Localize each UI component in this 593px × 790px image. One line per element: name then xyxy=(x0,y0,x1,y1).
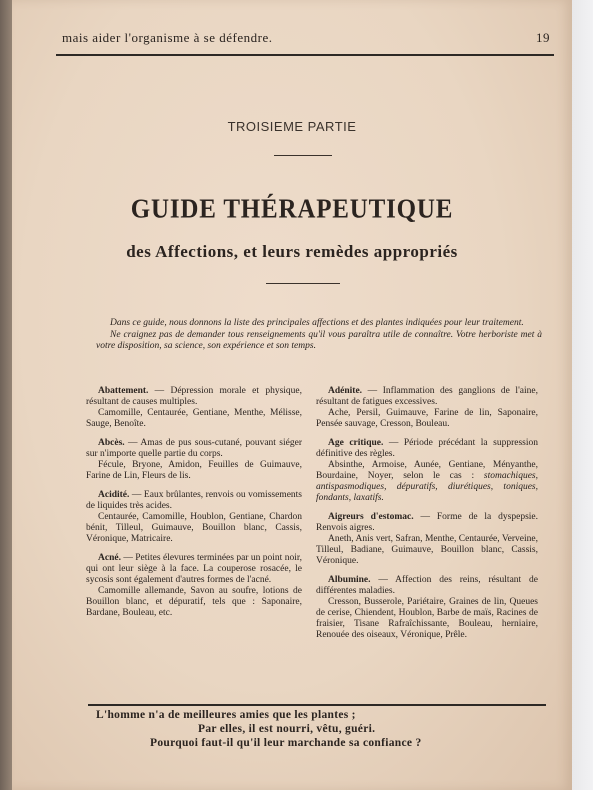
entry-aigreurs-estomac xyxy=(316,512,538,567)
entry-acne xyxy=(86,553,302,619)
entry-adenite xyxy=(316,386,538,430)
motto-line-2: Par elles, il est nourri, vêtu, guéri. xyxy=(198,723,376,735)
motto xyxy=(12,708,572,750)
entry-definition: — Affection des reins, résultant de différentes maladies. xyxy=(316,575,538,596)
entry-term: Abattement. xyxy=(98,386,149,396)
motto-line-3: Pourquoi faut-il qu'il leur marchande sa confiance ? xyxy=(150,737,422,749)
page-title: GUIDE THÉRAPEUTIQUE xyxy=(130,194,454,225)
entry-remedies: Fécule, Bryone, Amidon, Feuilles de Guimauve, Farine de Lin, Fleurs de lis. xyxy=(86,460,302,481)
entry-term: Acné. xyxy=(98,553,121,563)
entry-definition: — Petites élevures terminées par un point noir, qui ont leur siège à la face. La couperose rosacée, le sycosis sont également d'autres formes de l'acné. xyxy=(86,553,302,585)
part-divider xyxy=(274,155,332,156)
intro-text xyxy=(96,318,542,353)
entry-remedies: Ache, Persil, Guimauve, Farine de lin, Saponaire, Pensée sauvage, Cresson, Bouleau. xyxy=(316,408,538,429)
entry-age-critique xyxy=(316,438,538,504)
entry-albumine xyxy=(316,575,538,641)
page-number: 19 xyxy=(536,30,550,45)
header-rule xyxy=(56,54,554,56)
entry-definition: — Dépression morale et physique, résultant de causes multiples. xyxy=(86,386,302,407)
entry-remedies: Aneth, Anis vert, Safran, Menthe, Centaurée, Verveine, Tilleul, Badiane, Guimauve, Bouillon blanc, Cassis, Véronique. xyxy=(316,534,538,566)
intro-paragraph: Dans ce guide, nous donnons la liste des principales affections et des plantes indiquées pour leur traitement. xyxy=(110,318,524,328)
page-subtitle: des Affections, et leurs remèdes appropriés xyxy=(126,242,458,261)
footer-rule xyxy=(88,704,546,706)
entry-remedies: Camomille allemande, Savon au soufre, lotions de Bouillon blanc, et dépuratif, tels que : Saponaire, Bardane, Bouleau, etc. xyxy=(86,586,302,618)
right-column xyxy=(316,386,538,649)
entry-term: Aigreurs d'estomac. xyxy=(328,512,414,522)
entry-remedies xyxy=(316,460,538,504)
motto-line-1: L'homme n'a de meilleures amies que les plantes ; xyxy=(96,709,356,721)
entry-term: Age critique. xyxy=(328,438,384,448)
entry-term: Abcès. xyxy=(98,438,125,448)
entry-definition: — Eaux brûlantes, renvois ou vomissements de liquides très acides. xyxy=(86,490,302,511)
left-column xyxy=(86,386,302,627)
entry-remedies: Centaurée, Camomille, Houblon, Gentiane, Chardon bénit, Tilleul, Guimauve, Bouillon blanc, Cassis, Véronique, Matricaire. xyxy=(86,512,302,544)
entry-acidite xyxy=(86,490,302,545)
book-page xyxy=(12,0,572,790)
entry-definition: — Forme de la dyspepsie. Renvois aigres. xyxy=(316,512,539,533)
entry-definition: — Période précédant la suppression définitive des règles. xyxy=(316,438,538,459)
entry-term: Albumine. xyxy=(328,575,371,585)
entry-definition: — Inflammation des ganglions de l'aine, résultant de fatigues excessives. xyxy=(316,386,538,407)
entry-term: Acidité. xyxy=(98,490,130,500)
entry-abces xyxy=(86,438,302,482)
entry-abattement xyxy=(86,386,302,430)
entry-remedies: Cresson, Busserole, Pariétaire, Graines de lin, Queues de cerise, Chiendent, Houblon, Barbe de maïs, Racines de fraisier, Tisane Rafraîchissante, Bouleau, herniaire, Renouée des oiseaux, Véronique, Prêle. xyxy=(316,597,538,640)
entry-remedies-plants: Absinthe, Armoise, Aunée, Gentiane, Ményanthe, Bourdaine, Noyer, selon le cas : xyxy=(316,460,538,481)
part-label: TROISIEME PARTIE xyxy=(227,119,357,134)
running-title: mais aider l'organisme à se défendre. xyxy=(62,30,273,45)
subtitle-divider xyxy=(266,283,340,284)
entry-definition: — Amas de pus sous-cutané, pouvant siéger sur n'importe quelle partie du corps. xyxy=(86,438,302,459)
entry-remedies: Camomille, Centaurée, Gentiane, Menthe, Mélisse, Sauge, Benoîte. xyxy=(86,408,302,429)
intro-paragraph: Ne craignez pas de demander tous renseignements qu'il vous paraîtra utile de connaître. Votre herboriste met à votre disposition, sa science, son expérience et son temps. xyxy=(96,329,542,351)
page-header xyxy=(62,30,550,46)
entry-term: Adénite. xyxy=(328,386,363,396)
entry-remedies-properties: stomachiques, antispasmodiques, dépuratifs, diurétiques, toniques, fondants, laxatifs. xyxy=(316,471,538,503)
